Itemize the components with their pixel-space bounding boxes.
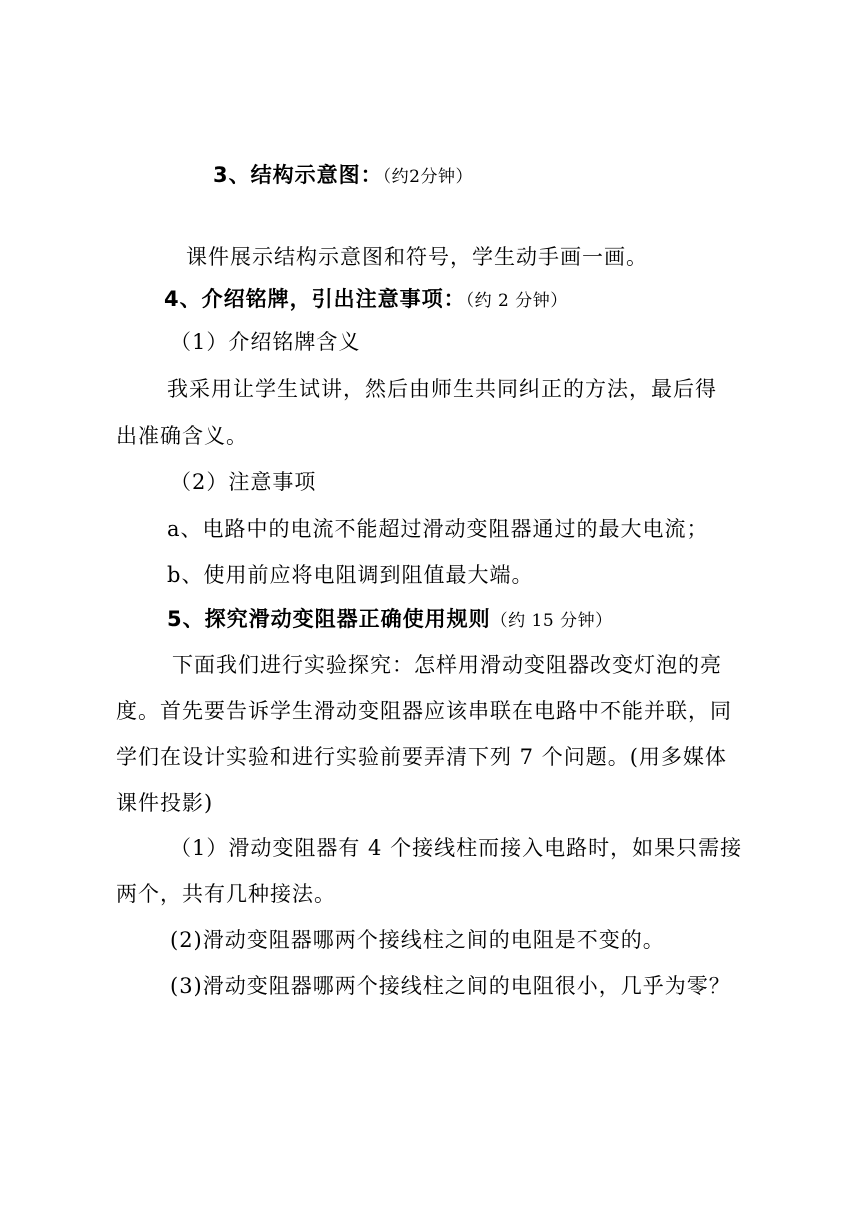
section4-heading: 4、介绍铭牌，引出注意事项： xyxy=(164,287,466,311)
section5-q1-line1: （1）滑动变阻器有 4 个接线柱而接入电路时，如果只需接 xyxy=(170,836,743,860)
section3-heading: 3、结构示意图： xyxy=(213,163,383,187)
section5-heading-line xyxy=(167,604,613,636)
section5-q2: (2)滑动变阻器哪两个接线柱之间的电阻是不变的。 xyxy=(170,928,665,952)
section4-heading-line xyxy=(164,284,568,316)
section4-item1-body-line2: 出准确含义。 xyxy=(116,424,248,448)
section4-item2-title: （2）注意事项 xyxy=(170,470,317,494)
section5-para-line3: 学们在设计实验和进行实验前要弄清下列 7 个问题。(用多媒体 xyxy=(116,745,727,769)
section4-item2-a: a、电路中的电流不能超过滑动变阻器通过的最大电流； xyxy=(167,517,709,541)
section5-para-line4: 课件投影) xyxy=(116,791,214,815)
section4-item1-body-line1: 我采用让学生试讲，然后由师生共同纠正的方法，最后得 xyxy=(167,377,717,401)
section5-para-line1: 下面我们进行实验探究：怎样用滑动变阻器改变灯泡的亮 xyxy=(172,653,722,677)
section5-para-line2: 度。首先要告诉学生滑动变阻器应该串联在电路中不能并联，同 xyxy=(116,699,732,723)
section4-item2-b: b、使用前应将电阻调到阻值最大端。 xyxy=(167,563,534,587)
section3-body: 课件展示结构示意图和符号，学生动手画一画。 xyxy=(186,245,648,269)
section5-heading: 5、探究滑动变阻器正确使用规则 xyxy=(167,607,491,631)
section5-note: （约 15 分钟） xyxy=(490,611,613,631)
section4-note: （约 2 分钟） xyxy=(465,291,568,311)
section4-item1-title: （1）介绍铭牌含义 xyxy=(170,330,361,354)
section3-heading-line xyxy=(213,160,473,192)
section5-q1-line2: 两个，共有几种接法。 xyxy=(116,882,336,906)
section3-note: （约2分钟） xyxy=(382,167,473,187)
section5-q3: (3)滑动变阻器哪两个接线柱之间的电阻很小，几乎为零？ xyxy=(170,974,731,998)
